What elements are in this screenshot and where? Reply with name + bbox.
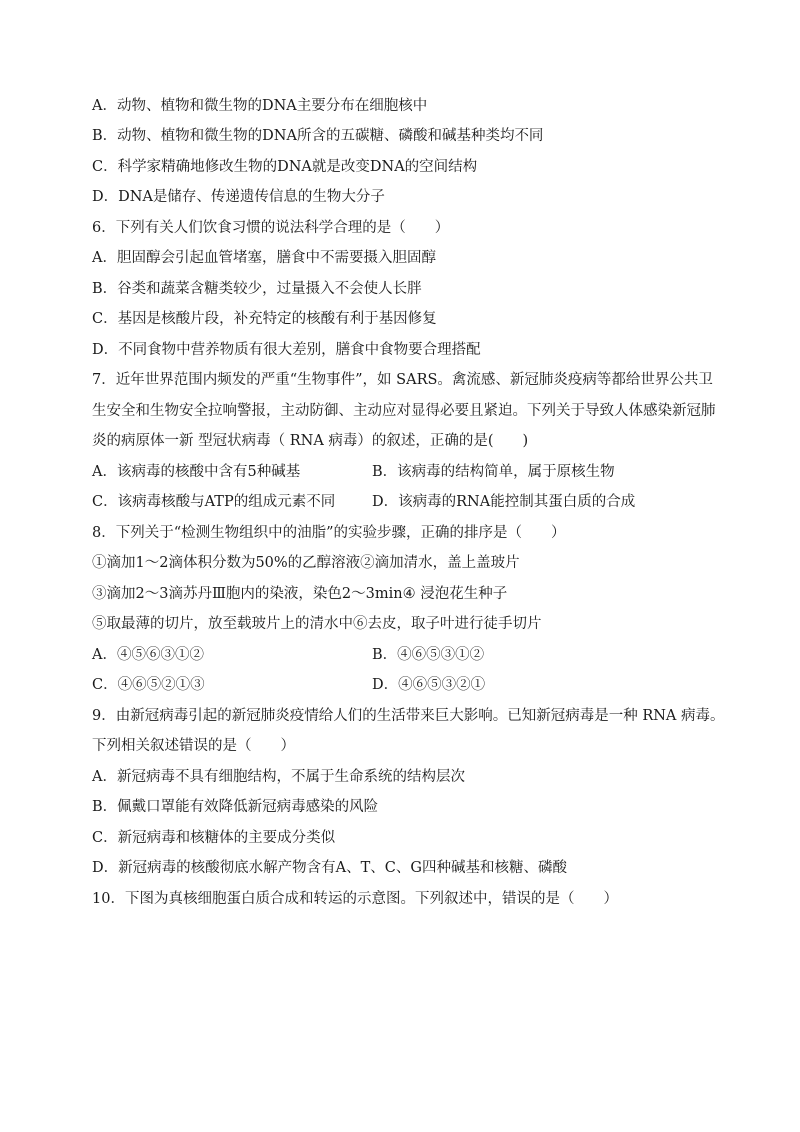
q9-stem-line-1: 9．由新冠病毒引起的新冠肺炎疫情给人们的生活带来巨大影响。已知新冠病毒是一种 RNA 病毒。 bbox=[92, 708, 725, 724]
q7-option-b: B．该病毒的结构简单，属于原核生物 bbox=[372, 464, 615, 480]
q8-option-c: C．④⑥⑤②①③ bbox=[92, 677, 205, 693]
q7-option-c: C．该病毒核酸与ATP的组成元素不同 bbox=[92, 494, 336, 510]
q9-stem-line-2: 下列相关叙述错误的是（ ） bbox=[92, 738, 295, 754]
q9-option-c: C．新冠病毒和核糖体的主要成分类似 bbox=[92, 830, 336, 846]
q6-option-a: A．胆固醇会引起血管堵塞，膳食中不需要摄入胆固醇 bbox=[92, 250, 436, 266]
q8-option-d: D．④⑥⑤③②① bbox=[372, 677, 486, 693]
q7-stem-line-2: 生安全和生物安全拉响警报，主动防御、主动应对显得必要且紧迫。下列关于导致人体感染新冠肺 bbox=[92, 403, 716, 419]
q8-steps-line-2: ③滴加2～3滴苏丹Ⅲ胞内的染液，染色2～3min④ 浸泡花生种子 bbox=[92, 586, 508, 602]
q8-stem: 8．下列关于“检测生物组织中的油脂”的实验步骤，正确的排序是（ ） bbox=[92, 525, 566, 541]
q8-option-b: B．④⑥⑤③①② bbox=[372, 647, 485, 663]
q5-option-a: A．动物、植物和微生物的DNA主要分布在细胞核中 bbox=[92, 98, 428, 114]
q9-option-d: D．新冠病毒的核酸彻底水解产物含有A、T、C、G四种碱基和核糖、磷酸 bbox=[92, 860, 567, 876]
q7-stem-line-1: 7．近年世界范围内频发的严重“生物事件”，如 SARS。禽流感、新冠肺炎疫病等都给世界公共卫 bbox=[92, 372, 713, 388]
q5-option-c: C．科学家精确地修改生物的DNA就是改变DNA的空间结构 bbox=[92, 159, 478, 175]
q7-stem-line-3: 炎的病原体一新 型冠状病毒（ RNA 病毒）的叙述，正确的是( ) bbox=[92, 433, 529, 449]
q9-option-b: B．佩戴口罩能有效降低新冠病毒感染的风险 bbox=[92, 799, 379, 815]
q5-option-d: D．DNA是储存、传递遗传信息的生物大分子 bbox=[92, 189, 385, 205]
q6-option-b: B．谷类和蔬菜含糖类较少，过量摄入不会使人长胖 bbox=[92, 281, 422, 297]
q8-steps-line-3: ⑤取最薄的切片，放至载玻片上的清水中⑥去皮，取子叶进行徒手切片 bbox=[92, 616, 542, 632]
q9-option-a: A．新冠病毒不具有细胞结构，不属于生命系统的结构层次 bbox=[92, 769, 465, 785]
q7-option-a: A．该病毒的核酸中含有5种碱基 bbox=[92, 464, 301, 480]
q8-steps-line-1: ①滴加1～2滴体积分数为50%的乙醇溶液②滴加清水，盖上盖玻片 bbox=[92, 555, 520, 571]
q6-stem: 6．下列有关人们饮食习惯的说法科学合理的是（ ） bbox=[92, 220, 450, 236]
q6-option-d: D．不同食物中营养物质有很大差别，膳食中食物要合理搭配 bbox=[92, 342, 481, 358]
q5-option-b: B．动物、植物和微生物的DNA所含的五碳糖、磷酸和碱基种类均不同 bbox=[92, 128, 544, 144]
q10-stem: 10．下图为真核细胞蛋白质合成和转运的示意图。下列叙述中，错误的是（ ） bbox=[92, 891, 618, 907]
q7-option-d: D．该病毒的RNA能控制其蛋白质的合成 bbox=[372, 494, 636, 510]
q6-option-c: C．基因是核酸片段，补充特定的核酸有利于基因修复 bbox=[92, 311, 437, 327]
q8-option-a: A．④⑤⑥③①② bbox=[92, 647, 204, 663]
